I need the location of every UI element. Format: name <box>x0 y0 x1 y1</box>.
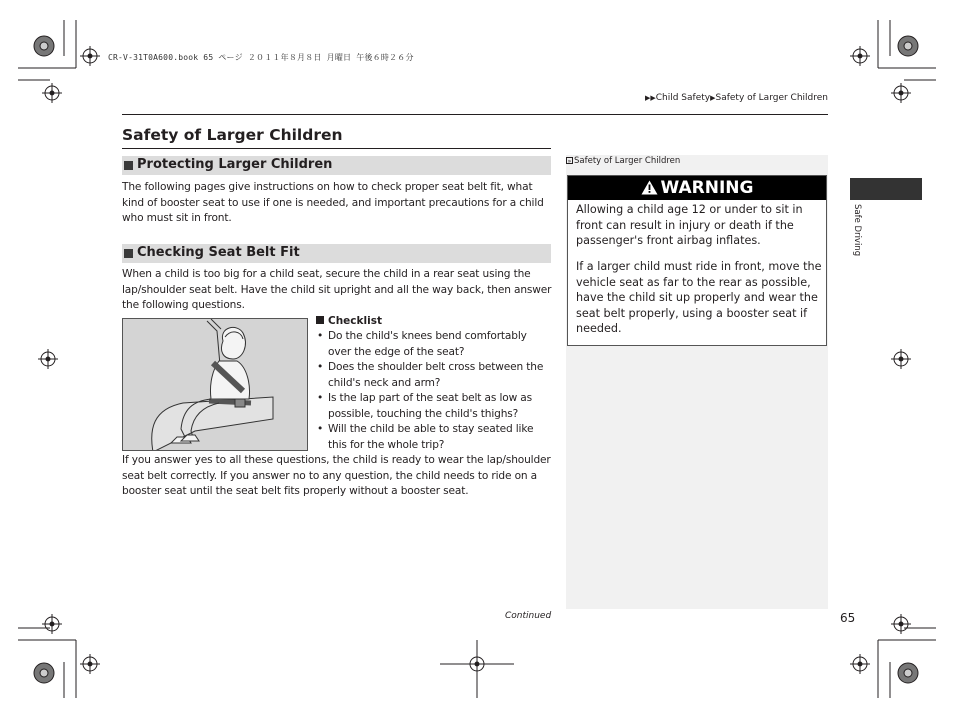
bullet-icon: • <box>317 423 324 435</box>
page-number: 65 <box>840 611 856 625</box>
checklist-item: • Is the lap part of the seat belt as low as possible, touching the child's thighs? <box>317 392 533 420</box>
reference-arrow-icon: » <box>567 158 572 165</box>
breadcrumb-section[interactable]: Child Safety <box>655 93 711 103</box>
header-rule <box>122 114 828 115</box>
print-metadata: CR-V-31T0A600.book 65 ページ ２０１１年８月８日 月曜日 午後６時２６分 <box>108 53 414 62</box>
warning-triangle-icon <box>641 180 658 195</box>
child-seat-belt-icon <box>123 319 308 451</box>
warning-box <box>567 175 827 346</box>
section-square-icon <box>124 249 133 258</box>
breadcrumb-page[interactable]: Safety of Larger Children <box>715 93 828 103</box>
checklist <box>316 329 552 453</box>
continued-note: Continued <box>505 611 552 621</box>
checklist-item: • Will the child be able to stay seated like this for the whole trip? <box>317 423 534 451</box>
reference-link[interactable]: » Safety of Larger Children <box>567 156 681 166</box>
checklist-square-icon <box>316 316 324 324</box>
checklist-item: • Do the child's knees bend comfortably over the edge of the seat? <box>317 330 527 358</box>
conclusion-paragraph: If you answer yes to all these questions, the child is ready to wear the lap/shoulder seat belt correctly. If you answer no to any question, the child needs to ride on a booster seat until the seat belt fits properly without a booster seat. <box>122 454 551 498</box>
breadcrumb-arrows-icon: ▶▶ <box>644 94 656 102</box>
protecting-paragraph: The following pages give instructions on how to check proper seat belt fit, what kind of booster seat to use if one is needed, and important precautions for a child who must sit in front. <box>122 181 544 225</box>
section-heading-checking: Checking Seat Belt Fit <box>122 244 551 263</box>
chapter-label: Safe Driving <box>852 204 862 257</box>
warning-text-1: Allowing a child age 12 or under to sit in front can result in injury or death if the passenger's front airbag inflates. <box>576 203 803 248</box>
breadcrumb <box>560 93 828 103</box>
section-square-icon <box>124 161 133 170</box>
page-title: Safety of Larger Children <box>122 126 343 144</box>
warning-header: WARNING <box>568 176 826 200</box>
chapter-tab[interactable] <box>850 178 922 200</box>
warning-text-2: If a larger child must ride in front, move the vehicle seat as far to the rear as possible, have the child sit up properly and wear the seat belt properly, using a booster seat if needed. <box>576 260 822 336</box>
title-rule <box>122 148 551 149</box>
checklist-heading: Checklist <box>316 315 382 327</box>
checking-paragraph: When a child is too big for a child seat, secure the child in a rear seat using the lap/shoulder seat belt. Have the child sit upright and all the way back, then answer the following questions. <box>122 268 552 312</box>
bullet-icon: • <box>317 330 324 342</box>
section-heading-protecting: Protecting Larger Children <box>122 156 551 175</box>
bullet-icon: • <box>317 361 324 373</box>
checklist-item: • Does the shoulder belt cross between the child's neck and arm? <box>317 361 544 389</box>
bullet-icon: • <box>317 392 324 404</box>
child-seat-belt-illustration <box>122 318 308 451</box>
breadcrumb-separator-icon: ▶ <box>710 94 716 102</box>
